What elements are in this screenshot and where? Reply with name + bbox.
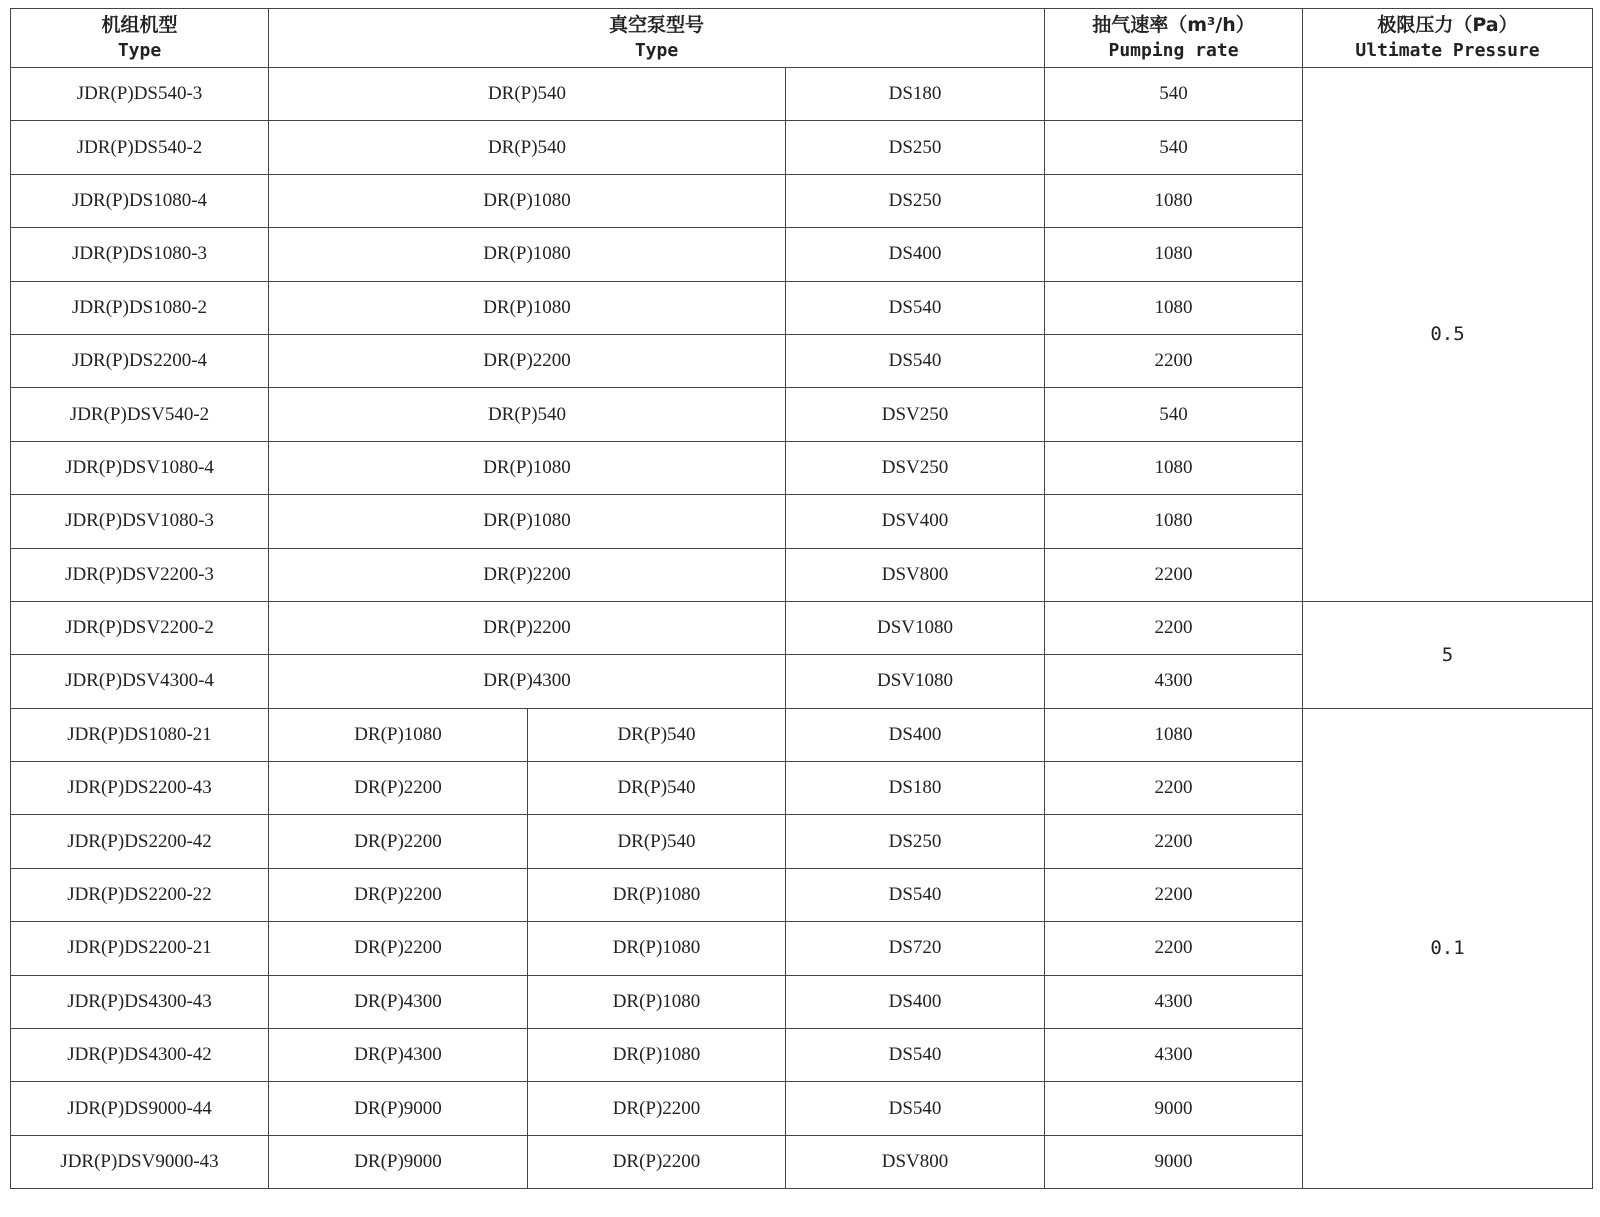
backing-pump: DSV800 bbox=[786, 1135, 1045, 1188]
pumping-rate: 4300 bbox=[1045, 1029, 1303, 1082]
unit-model: JDR(P)DSV9000-43 bbox=[11, 1135, 269, 1188]
unit-model: JDR(P)DSV540-2 bbox=[11, 388, 269, 441]
backing-pump: DS400 bbox=[786, 708, 1045, 761]
primary-pump: DR(P)2200 bbox=[269, 815, 528, 868]
pumping-rate: 540 bbox=[1045, 388, 1303, 441]
secondary-pump: DR(P)1080 bbox=[528, 975, 786, 1028]
backing-pump: DS540 bbox=[786, 1029, 1045, 1082]
header-pump-type bbox=[269, 9, 1045, 68]
table-row bbox=[11, 708, 1593, 761]
secondary-pump: DR(P)540 bbox=[528, 708, 786, 761]
header-pump-type-en: Type bbox=[634, 40, 679, 61]
pumping-rate: 4300 bbox=[1045, 655, 1303, 708]
unit-model: JDR(P)DSV2200-3 bbox=[11, 548, 269, 601]
ultimate-pressure: 0.5 bbox=[1303, 68, 1593, 602]
primary-pump: DR(P)2200 bbox=[269, 548, 786, 601]
unit-model: JDR(P)DSV1080-4 bbox=[11, 441, 269, 494]
secondary-pump: DR(P)2200 bbox=[528, 1082, 786, 1135]
unit-model: JDR(P)DS2200-22 bbox=[11, 868, 269, 921]
backing-pump: DSV250 bbox=[786, 388, 1045, 441]
pumping-rate: 9000 bbox=[1045, 1135, 1303, 1188]
pumping-rate: 1080 bbox=[1045, 441, 1303, 494]
primary-pump: DR(P)4300 bbox=[269, 1029, 528, 1082]
pumping-rate: 4300 bbox=[1045, 975, 1303, 1028]
pumping-rate: 2200 bbox=[1045, 334, 1303, 387]
backing-pump: DS180 bbox=[786, 68, 1045, 121]
header-pumping-rate-zh: 抽气速率（m³/h） bbox=[1092, 14, 1255, 36]
secondary-pump: DR(P)1080 bbox=[528, 922, 786, 975]
unit-model: JDR(P)DSV4300-4 bbox=[11, 655, 269, 708]
pumping-rate: 2200 bbox=[1045, 762, 1303, 815]
primary-pump: DR(P)2200 bbox=[269, 922, 528, 975]
unit-model: JDR(P)DSV2200-2 bbox=[11, 601, 269, 654]
header-ultimate-pressure bbox=[1303, 9, 1593, 68]
unit-model: JDR(P)DS9000-44 bbox=[11, 1082, 269, 1135]
table-row bbox=[11, 601, 1593, 654]
table-row bbox=[11, 68, 1593, 121]
backing-pump: DS540 bbox=[786, 281, 1045, 334]
pumping-rate: 1080 bbox=[1045, 281, 1303, 334]
pumping-rate: 2200 bbox=[1045, 922, 1303, 975]
unit-model: JDR(P)DS1080-21 bbox=[11, 708, 269, 761]
pumping-rate: 1080 bbox=[1045, 708, 1303, 761]
backing-pump: DSV250 bbox=[786, 441, 1045, 494]
backing-pump: DS250 bbox=[786, 174, 1045, 227]
unit-model: JDR(P)DS1080-4 bbox=[11, 174, 269, 227]
primary-pump: DR(P)2200 bbox=[269, 601, 786, 654]
primary-pump: DR(P)4300 bbox=[269, 655, 786, 708]
unit-model: JDR(P)DSV1080-3 bbox=[11, 495, 269, 548]
backing-pump: DS250 bbox=[786, 815, 1045, 868]
pumping-rate: 1080 bbox=[1045, 495, 1303, 548]
backing-pump: DSV1080 bbox=[786, 655, 1045, 708]
primary-pump: DR(P)4300 bbox=[269, 975, 528, 1028]
unit-model: JDR(P)DS540-2 bbox=[11, 121, 269, 174]
backing-pump: DSV1080 bbox=[786, 601, 1045, 654]
header-unit-type-en: Type bbox=[117, 40, 162, 61]
primary-pump: DR(P)9000 bbox=[269, 1135, 528, 1188]
unit-model: JDR(P)DS2200-43 bbox=[11, 762, 269, 815]
header-ultimate-pressure-en: Ultimate Pressure bbox=[1355, 40, 1540, 61]
unit-model: JDR(P)DS1080-3 bbox=[11, 228, 269, 281]
backing-pump: DS400 bbox=[786, 975, 1045, 1028]
backing-pump: DS720 bbox=[786, 922, 1045, 975]
primary-pump: DR(P)2200 bbox=[269, 334, 786, 387]
table-body bbox=[11, 68, 1593, 1189]
backing-pump: DS540 bbox=[786, 868, 1045, 921]
primary-pump: DR(P)2200 bbox=[269, 868, 528, 921]
unit-model: JDR(P)DS540-3 bbox=[11, 68, 269, 121]
primary-pump: DR(P)1080 bbox=[269, 495, 786, 548]
primary-pump: DR(P)1080 bbox=[269, 174, 786, 227]
pumping-rate: 2200 bbox=[1045, 815, 1303, 868]
primary-pump: DR(P)1080 bbox=[269, 281, 786, 334]
backing-pump: DS540 bbox=[786, 1082, 1045, 1135]
header-pumping-rate bbox=[1045, 9, 1303, 68]
backing-pump: DSV800 bbox=[786, 548, 1045, 601]
primary-pump: DR(P)540 bbox=[269, 121, 786, 174]
pump-unit-spec-table bbox=[10, 8, 1593, 1189]
secondary-pump: DR(P)540 bbox=[528, 762, 786, 815]
primary-pump: DR(P)1080 bbox=[269, 441, 786, 494]
pumping-rate: 9000 bbox=[1045, 1082, 1303, 1135]
pumping-rate: 2200 bbox=[1045, 548, 1303, 601]
backing-pump: DS540 bbox=[786, 334, 1045, 387]
ultimate-pressure: 5 bbox=[1303, 601, 1593, 708]
unit-model: JDR(P)DS4300-42 bbox=[11, 1029, 269, 1082]
backing-pump: DS250 bbox=[786, 121, 1045, 174]
header-unit-type-zh: 机组机型 bbox=[101, 14, 178, 36]
header-row bbox=[11, 9, 1593, 68]
header-unit-type bbox=[11, 9, 269, 68]
pumping-rate: 1080 bbox=[1045, 228, 1303, 281]
unit-model: JDR(P)DS1080-2 bbox=[11, 281, 269, 334]
primary-pump: DR(P)9000 bbox=[269, 1082, 528, 1135]
ultimate-pressure: 0.1 bbox=[1303, 708, 1593, 1189]
unit-model: JDR(P)DS2200-42 bbox=[11, 815, 269, 868]
pumping-rate: 1080 bbox=[1045, 174, 1303, 227]
pumping-rate: 540 bbox=[1045, 121, 1303, 174]
backing-pump: DSV400 bbox=[786, 495, 1045, 548]
header-pump-type-zh: 真空泵型号 bbox=[609, 14, 705, 36]
secondary-pump: DR(P)1080 bbox=[528, 868, 786, 921]
pumping-rate: 2200 bbox=[1045, 601, 1303, 654]
pumping-rate: 2200 bbox=[1045, 868, 1303, 921]
secondary-pump: DR(P)2200 bbox=[528, 1135, 786, 1188]
pumping-rate: 540 bbox=[1045, 68, 1303, 121]
unit-model: JDR(P)DS2200-4 bbox=[11, 334, 269, 387]
primary-pump: DR(P)1080 bbox=[269, 228, 786, 281]
secondary-pump: DR(P)540 bbox=[528, 815, 786, 868]
primary-pump: DR(P)2200 bbox=[269, 762, 528, 815]
backing-pump: DS400 bbox=[786, 228, 1045, 281]
primary-pump: DR(P)1080 bbox=[269, 708, 528, 761]
secondary-pump: DR(P)1080 bbox=[528, 1029, 786, 1082]
backing-pump: DS180 bbox=[786, 762, 1045, 815]
header-ultimate-pressure-zh: 极限压力（Pa） bbox=[1377, 14, 1518, 36]
primary-pump: DR(P)540 bbox=[269, 68, 786, 121]
header-pumping-rate-en: Pumping rate bbox=[1108, 40, 1239, 61]
unit-model: JDR(P)DS4300-43 bbox=[11, 975, 269, 1028]
unit-model: JDR(P)DS2200-21 bbox=[11, 922, 269, 975]
primary-pump: DR(P)540 bbox=[269, 388, 786, 441]
